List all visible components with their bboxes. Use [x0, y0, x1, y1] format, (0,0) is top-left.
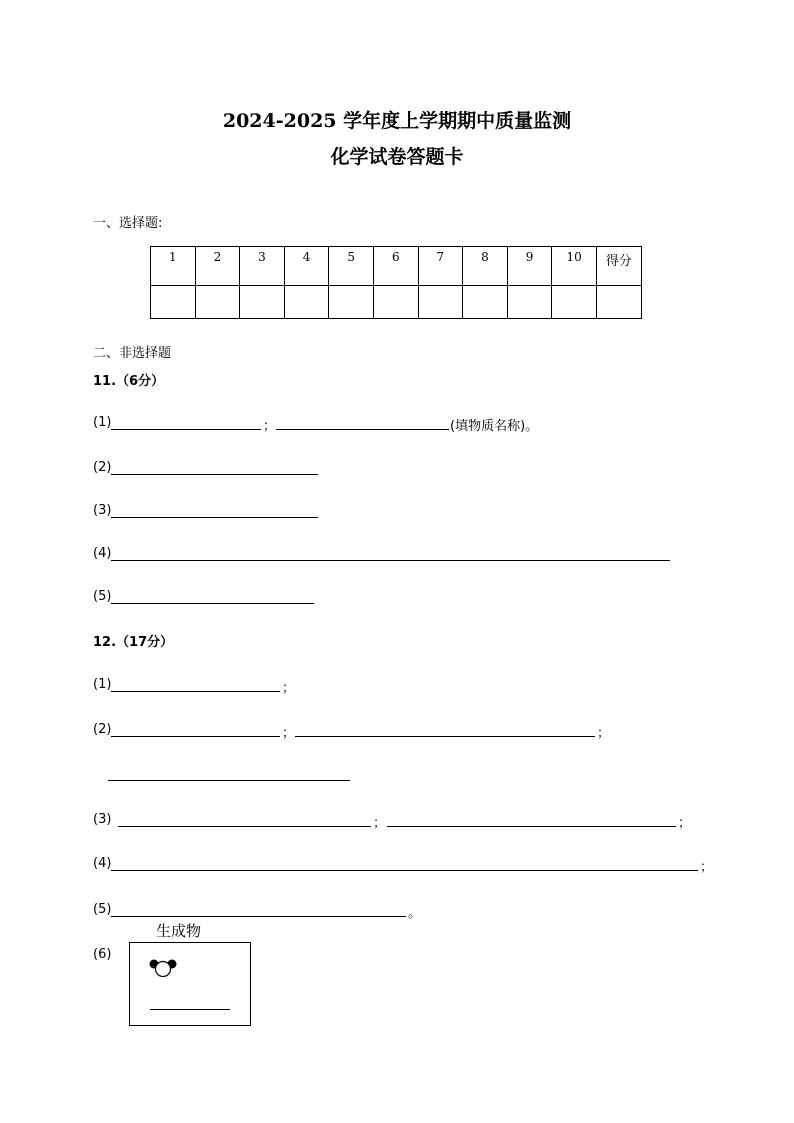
answer-header-cell: 8 — [463, 247, 508, 286]
answer-cell[interactable] — [284, 286, 329, 319]
q11-3-blank[interactable] — [111, 517, 318, 518]
answer-cell[interactable] — [418, 286, 463, 319]
answer-header-cell: 2 — [195, 247, 240, 286]
product-blank[interactable] — [150, 1009, 230, 1010]
q11-heading: 11.（6分） — [93, 374, 165, 389]
answer-header-cell: 9 — [507, 247, 552, 286]
q11-1-label: (1) — [93, 415, 112, 430]
answer-header-cell: 3 — [240, 247, 285, 286]
q12-2-label: (2) — [93, 722, 112, 737]
q11-2-label: (2) — [93, 460, 112, 475]
product-diagram-box[interactable] — [129, 942, 251, 1026]
answer-header-cell: 7 — [418, 247, 463, 286]
q12-1-blank[interactable] — [111, 691, 280, 692]
answer-cell[interactable] — [151, 286, 196, 319]
answer-header-cell: 10 — [552, 247, 597, 286]
page-subtitle: 化学试卷答题卡 — [330, 146, 464, 168]
page-title: 2024-2025 学年度上学期期中质量监测 — [222, 110, 572, 132]
score-header-cell: 得分 — [596, 247, 641, 286]
answer-cell[interactable] — [373, 286, 418, 319]
q11-4-blank[interactable] — [111, 560, 670, 561]
answer-header-cell: 1 — [151, 247, 196, 286]
answer-cell[interactable] — [240, 286, 285, 319]
q12-5-label: (5) — [93, 902, 112, 917]
q12-2-blank-c[interactable] — [108, 780, 350, 781]
answer-cell[interactable] — [552, 286, 597, 319]
q12-5-tail: 。 — [408, 906, 422, 921]
q12-3-blank-a[interactable] — [118, 826, 371, 827]
answer-table — [150, 246, 642, 319]
q12-2-sep: ； — [282, 726, 296, 741]
section-nonchoice-heading: 二、非选择题 — [93, 346, 172, 361]
section-choice-heading: 一、选择题: — [93, 216, 163, 231]
q12-4-label: (4) — [93, 856, 112, 871]
q12-1-tail: ； — [282, 681, 296, 696]
molecule-icon — [146, 955, 186, 979]
answer-cell[interactable] — [507, 286, 552, 319]
answer-header-cell: 5 — [329, 247, 374, 286]
answer-cell[interactable] — [195, 286, 240, 319]
q12-3-tail: ； — [678, 816, 692, 831]
answer-cell[interactable] — [463, 286, 508, 319]
q11-5-label: (5) — [93, 589, 112, 604]
q12-6-caption: 生成物 — [156, 922, 202, 940]
answer-cell[interactable] — [329, 286, 374, 319]
q12-5-blank[interactable] — [111, 916, 406, 917]
q12-1-label: (1) — [93, 677, 112, 692]
q12-2-blank-b[interactable] — [295, 736, 595, 737]
q11-1-blank-b[interactable] — [276, 429, 449, 430]
q12-2-blank-a[interactable] — [111, 736, 280, 737]
answer-header-cell: 6 — [373, 247, 418, 286]
q11-2-blank[interactable] — [111, 474, 318, 475]
q12-3-sep: ； — [373, 816, 387, 831]
q11-1-tail: (填物质名称)。 — [450, 419, 539, 434]
q12-heading: 12.（17分） — [93, 635, 174, 650]
q12-4-tail: ； — [700, 860, 714, 875]
q12-3-blank-b[interactable] — [387, 826, 676, 827]
q11-1-blank-a[interactable] — [111, 429, 261, 430]
q12-3-label: (3) — [93, 812, 112, 827]
q11-5-blank[interactable] — [111, 603, 314, 604]
answer-header-cell: 4 — [284, 247, 329, 286]
q11-1-sep: ； — [263, 419, 277, 434]
q11-3-label: (3) — [93, 503, 112, 518]
q12-6-label: (6) — [93, 947, 112, 962]
score-cell[interactable] — [596, 286, 641, 319]
q11-4-label: (4) — [93, 546, 112, 561]
q12-2-tail: ； — [597, 726, 611, 741]
q12-4-blank[interactable] — [111, 870, 698, 871]
